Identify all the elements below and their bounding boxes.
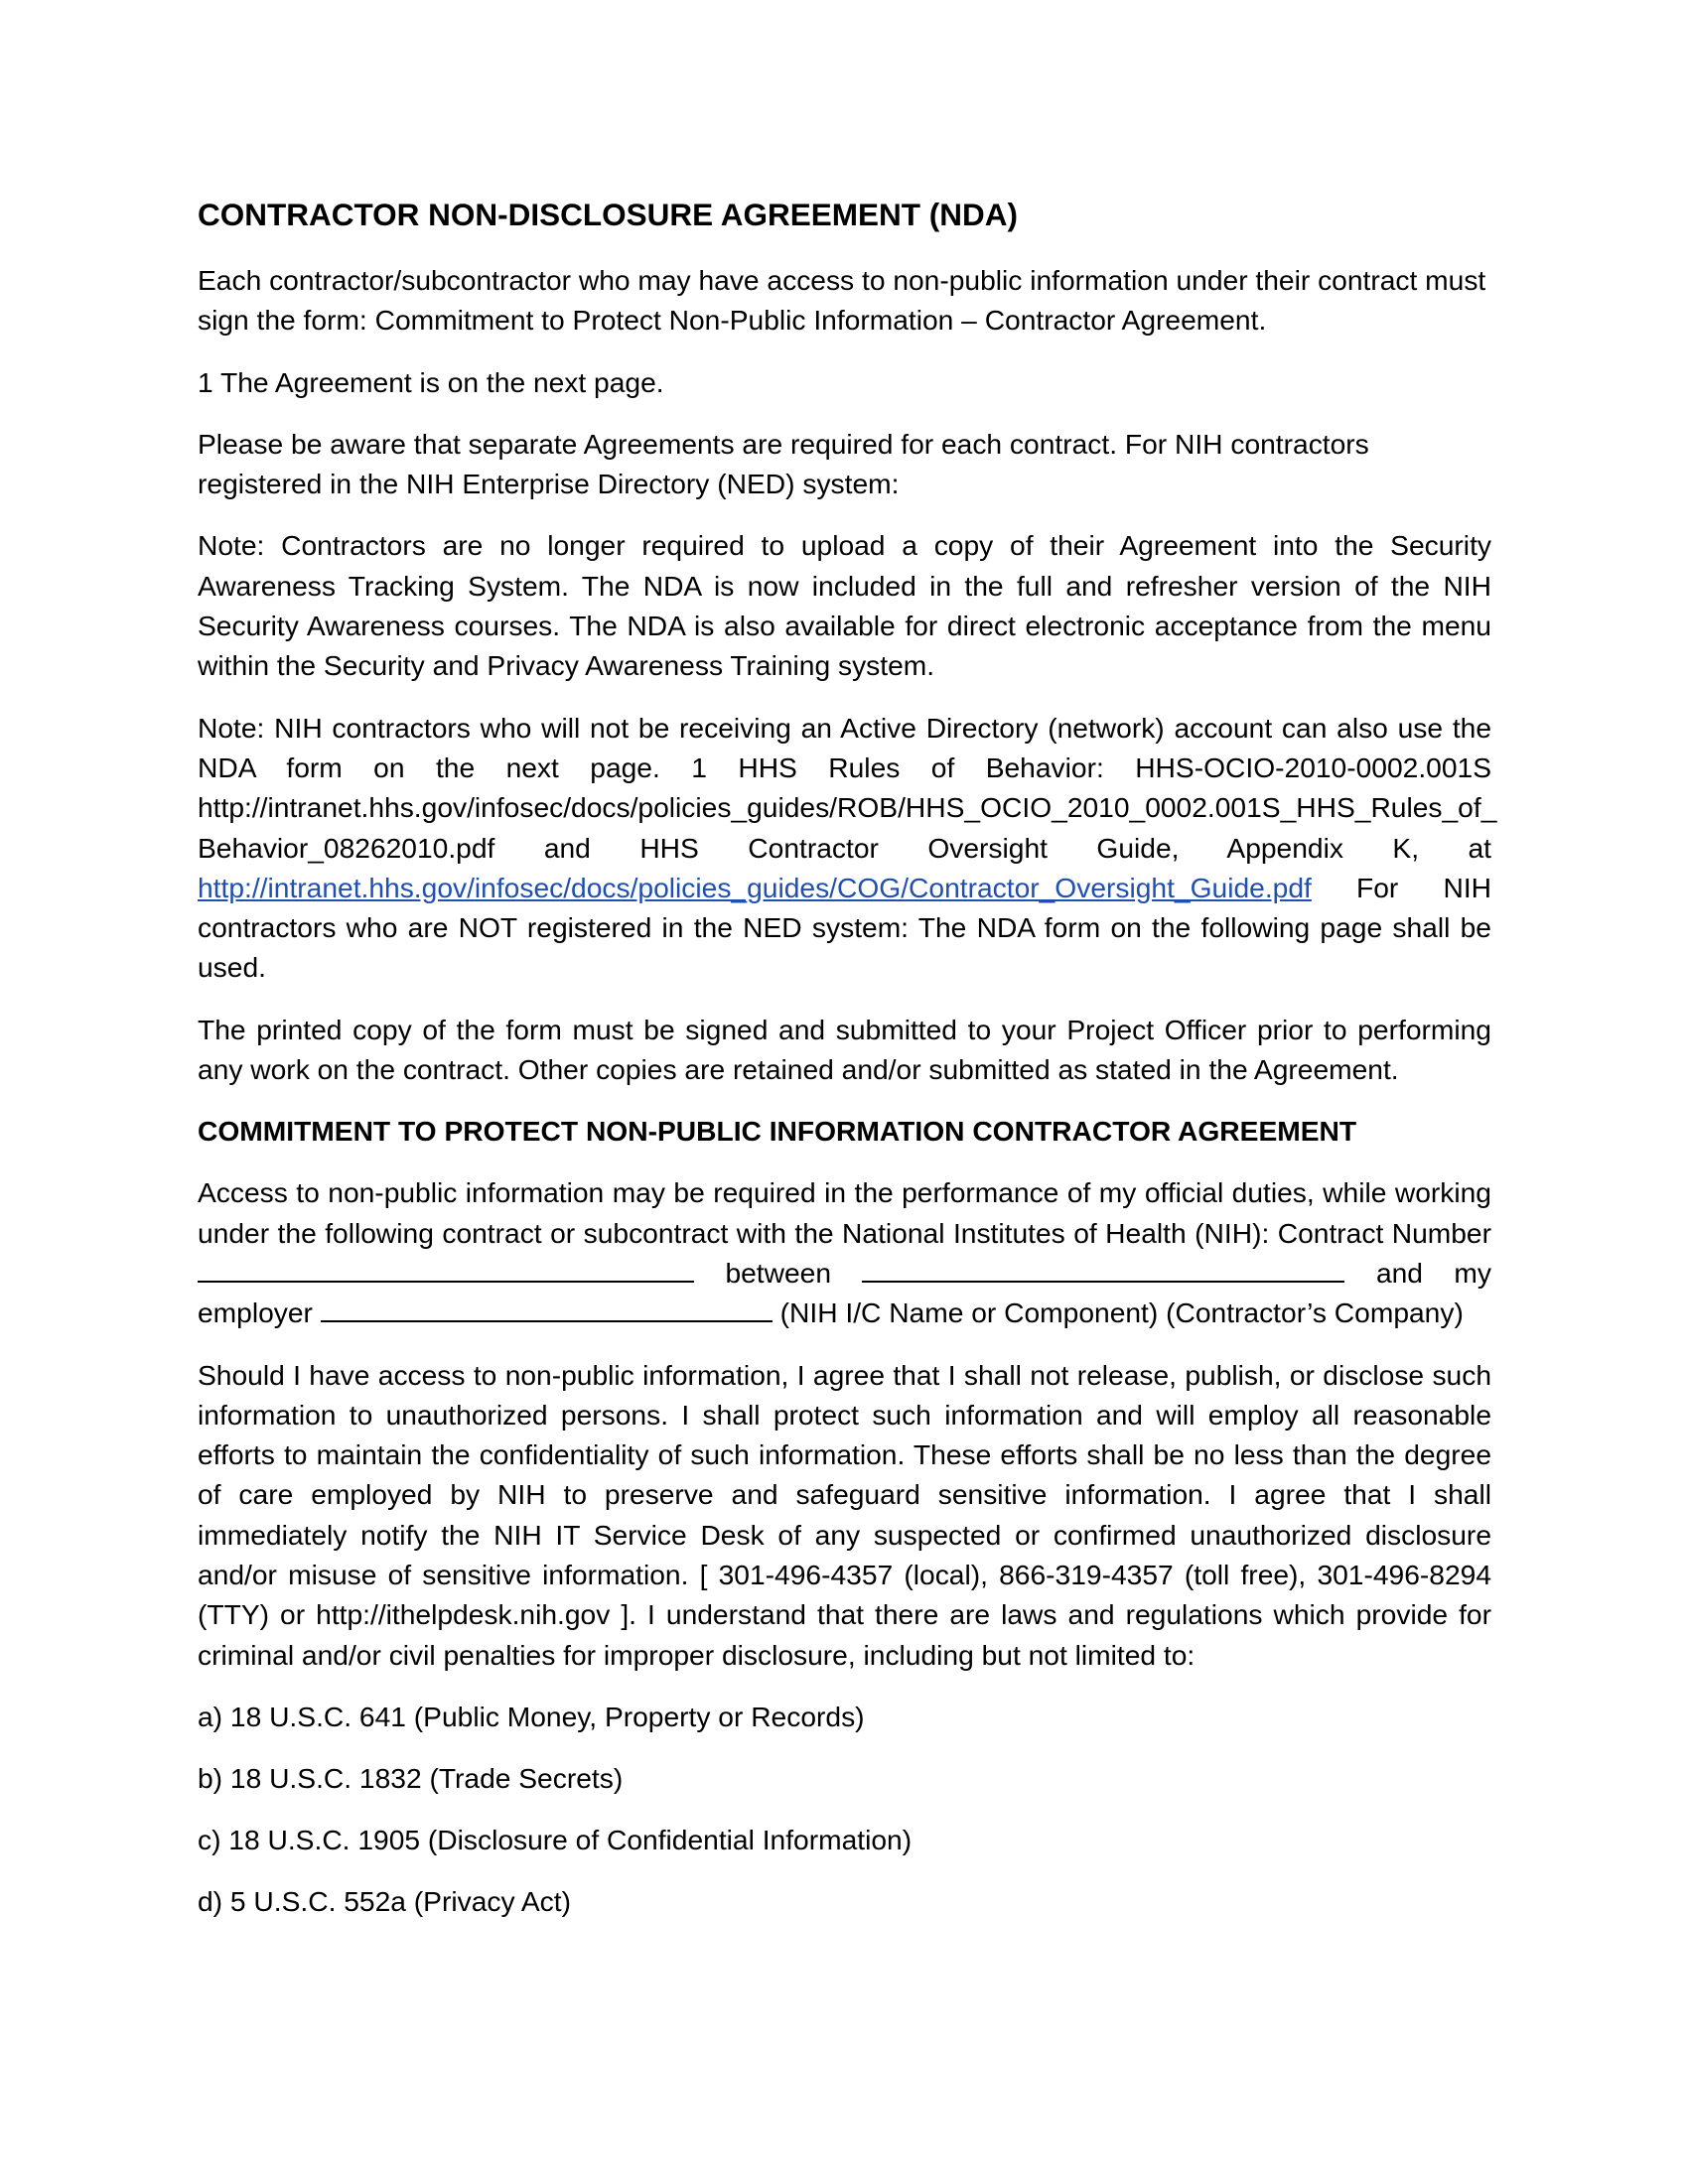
upload-note-paragraph: Note: Contractors are no longer required to upload a copy of their Agreement into the Security Awareness Tracking System. The NDA is now included in the full and refresher version of the NIH Security Awareness courses. The NDA is also available for direct electronic acceptance from the menu within the Security and Privacy Awareness Training system. [198, 529, 1491, 682]
should-access-paragraph: Should I have access to non-public information, I agree that I shall not release, publish, or disclose such information to unauthorized persons. I shall protect such information and will employ all reasonable efforts to maintain the confidentiality of such information. These efforts shall be no less than the degree of care employed by NIH to preserve and safeguard sensitive information. I agree that I shall immediately notify the NIH IT Service Desk of any suspected or confirmed unauthorized disclosure and/or misuse of sensitive information. [ 301-496-4357 (local), 866-319-4357 (toll free), 301-496-8294 (TTY) or http://ithelpdesk.nih.gov ]. I understand that there are laws and regulations which provide for criminal and/or civil penalties for improper disclosure, including but not limited to: [198, 1358, 1491, 1671]
access-paragraph [198, 1172, 1491, 1332]
between-text: between [725, 1256, 832, 1289]
law-item-1905: c) 18 U.S.C. 1905 (Disclosure of Confidential Information) [198, 1823, 913, 1855]
contract-number-blank[interactable] [198, 1257, 694, 1283]
next-page-note: 1 The Agreement is on the next page. [198, 365, 664, 398]
contractor-company-blank[interactable] [321, 1297, 773, 1322]
active-directory-note-tail: For NIH contractors who are NOT registered in the NED system: The NDA form on the following page shall be used. [198, 871, 1491, 984]
employer-text: employer [198, 1297, 313, 1329]
law-item-552a: d) 5 U.S.C. 552a (Privacy Act) [198, 1884, 571, 1917]
nih-component-blank[interactable] [862, 1257, 1344, 1283]
separate-agreements-paragraph: Please be aware that separate Agreements are required for each contract. For NIH contractors registered in the NIH Enterprise Directory (NED) system: [198, 427, 1369, 500]
law-item-641: a) 18 U.S.C. 641 (Public Money, Property or Records) [198, 1700, 865, 1732]
active-directory-note-paragraph [198, 708, 1497, 988]
contractor-oversight-guide-link[interactable]: http://intranet.hhs.gov/infosec/docs/policies_guides/COG/Contractor_Oversight_Guide.pdf [198, 871, 1312, 903]
document-title: CONTRACTOR NON-DISCLOSURE AGREEMENT (NDA) [198, 197, 1018, 232]
intro-paragraph: Each contractor/subcontractor who may have access to non-public information under their contract must sign the form: Commitment to Protect Non-Public Information – Contractor Agreement. [198, 264, 1486, 337]
agreement-subtitle: COMMITMENT TO PROTECT NON-PUBLIC INFORMATION CONTRACTOR AGREEMENT [198, 1115, 1357, 1148]
access-tail-text: (NIH I/C Name or Component) (Contractor’s Company) [779, 1297, 1464, 1329]
access-intro-text: Access to non-public information may be required in the performance of my official duties, while working under the following contract or subcontract with the National Institutes of Health (NIH): Contract Number [198, 1176, 1491, 1249]
printed-copy-paragraph: The printed copy of the form must be signed and submitted to your Project Officer prior to performing any work on the contract. Other copies are retained and/or submitted as stated in the Agreement. [198, 1013, 1491, 1086]
active-directory-note-text: Note: NIH contractors who will not be receiving an Active Directory (network) account can also use the NDA form on the next page. 1 HHS Rules of Behavior: HHS-OCIO-2010-0002.001S http://intranet.hhs.gov/infosec/docs/policies_guides/ROB/HHS_OCIO_2010_0002.001S_HHS_Rules_of_ Behavior_08262010.pdf and HHS Contractor Oversight Guide, Appendix K, at [198, 711, 1497, 864]
and-my-text: and my [1375, 1256, 1491, 1289]
law-item-1832: b) 18 U.S.C. 1832 (Trade Secrets) [198, 1761, 624, 1794]
